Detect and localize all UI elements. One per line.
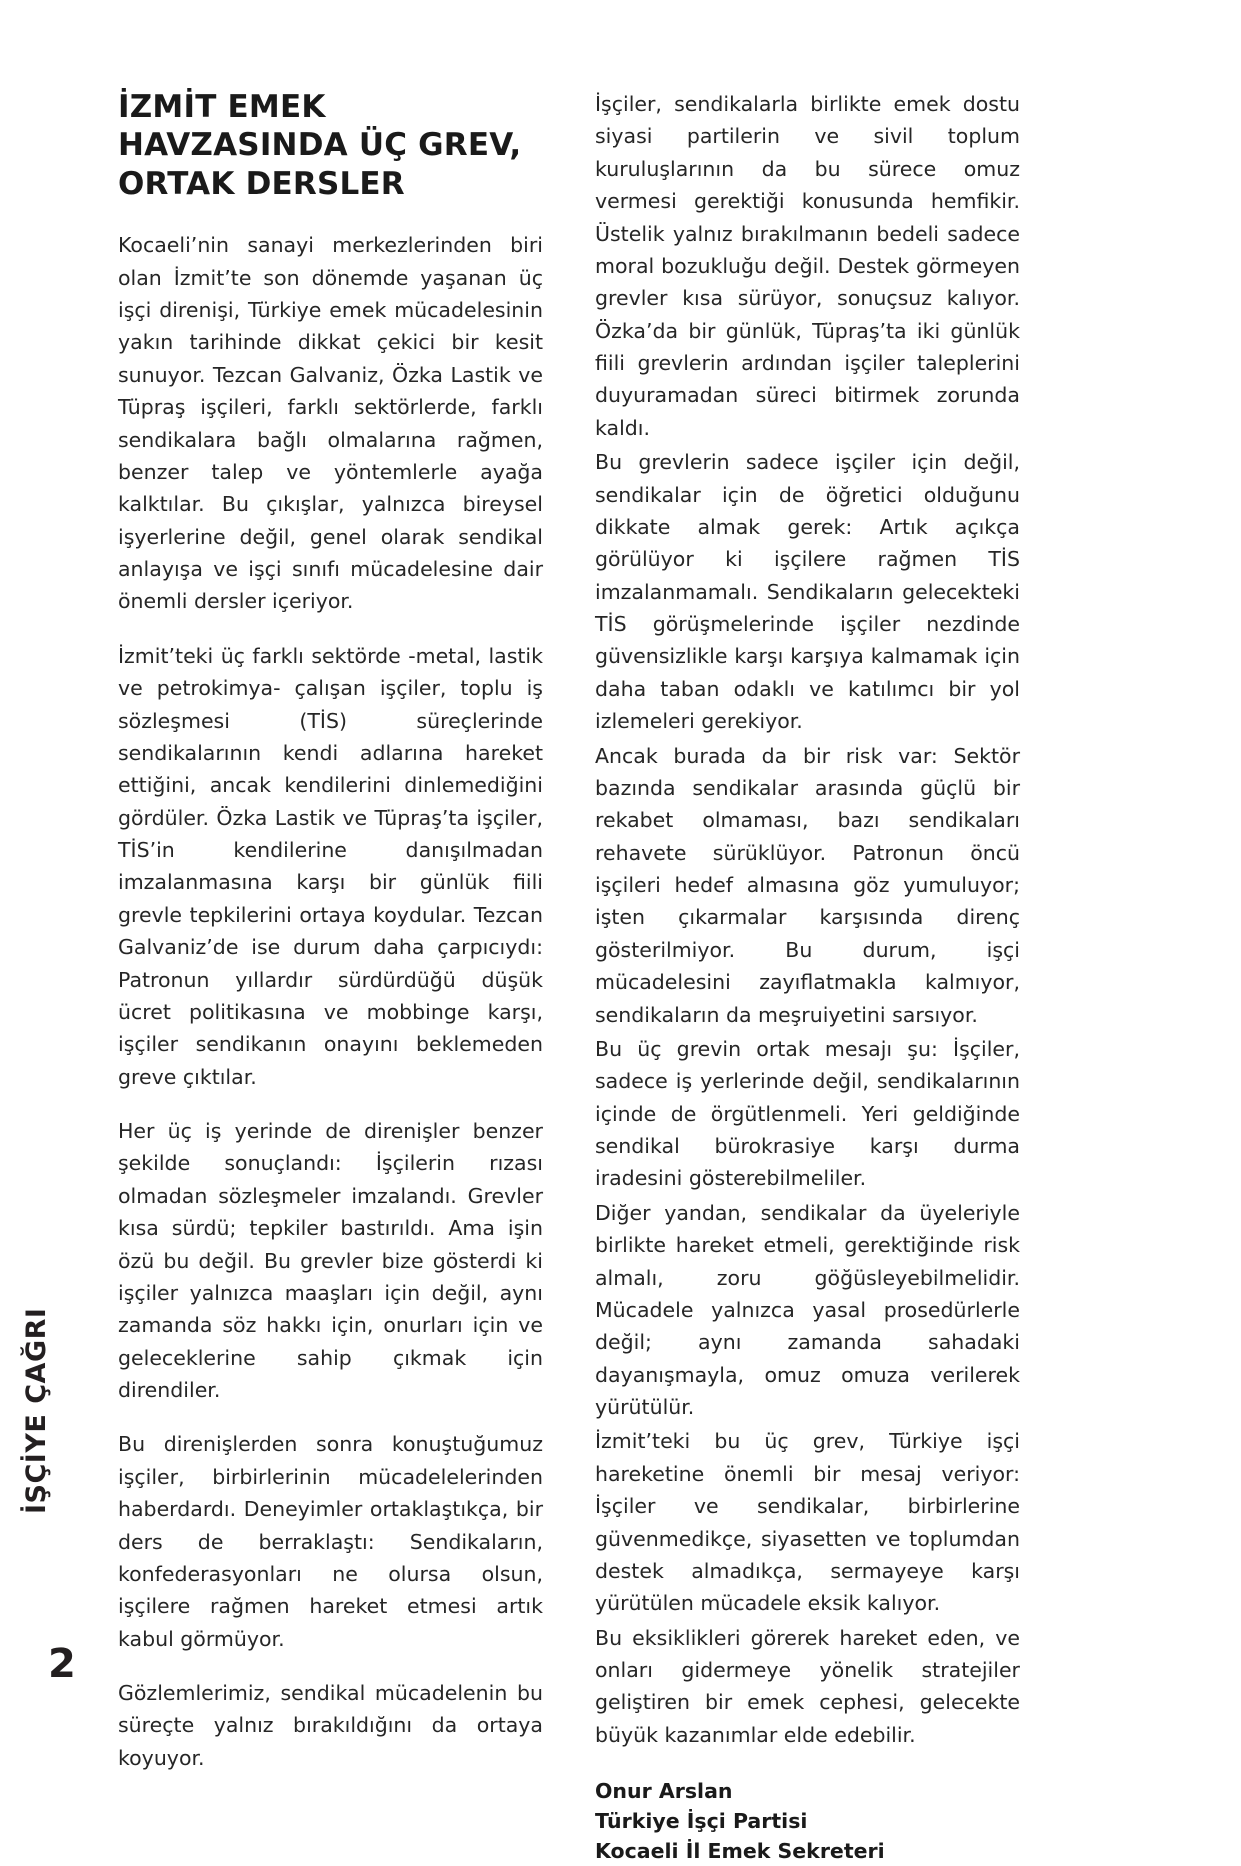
- paragraph: Ancak burada da bir risk var: Sektör bazında sendikalar arasında güçlü bir rekabet olmaması, bazı sendikaları rehavete sürüklüyor. Patronun öncü işçileri hedef almasına göz yumuluyor; işten çıkarmalar karşısında direnç gösterilmiyor. Bu durum, işçi mücadelesini zayıflatmakla kalmıyor, sendikaların da meşruiyetini sarsıyor.: [595, 743, 1020, 1027]
- paragraph: Bu eksiklikleri görerek hareket eden, ve onları gidermeye yönelik stratejiler geliştiren bir emek cephesi, gelecekte büyük kazanımlar elde edebilir.: [595, 1625, 1020, 1747]
- paragraph: İzmit’teki üç farklı sektörde -metal, lastik ve petrokimya- çalışan işçiler, toplu iş sözleşmesi (TİS) süreçlerinde sendikalarının kendi adlarına hareket ettiğini, ancak kendilerini dinlemediğini gördüler. Özka Lastik ve Tüpraş’ta işçiler, TİS’in kendilerine danışılmadan imzalanmasına karşı bir günlük fiili grevle tepkilerini ortaya koydular. Tezcan Galvaniz’de ise durum daha çarpıcıydı: Patronun yıllardır sürdürdüğü düşük ücret politikasına ve mobbinge karşı, işçiler sendikanın onayını beklemeden greve çıktılar.: [118, 643, 543, 1089]
- right-column: [595, 88, 1020, 1866]
- paragraph: Bu direnişlerden sonra konuştuğumuz işçiler, birbirlerinin mücadelelerinden haberdardı. Deneyimler ortaklaştıkça, bir ders de berraklaştı: Sendikaların, konfederasyonları ne olursa olsun, işçilere rağmen hareket etmesi artık kabul görmüyor.: [118, 1432, 543, 1651]
- article-content: [118, 88, 1140, 1866]
- paragraph: Her üç iş yerinde de direnişler benzer şekilde sonuçlandı: İşçilerin rızası olmadan sözleşmeler imzalandı. Grevler kısa sürdü; tepkiler bastırıldı. Ama işin özü bu değil. Bu grevler bize gösterdi ki işçiler yalnızca maaşları için değil, aynı zamanda söz hakkı için, onurları için ve geleceklerine sahip çıkmak için direndiler.: [118, 1119, 543, 1403]
- left-column: [118, 88, 543, 1866]
- paragraph: İşçiler, sendikalarla birlikte emek dostu siyasi partilerin ve sivil toplum kuruluşlarının da bu sürece omuz vermesi gerektiği konusunda hemfikir. Üstelik yalnız bırakılmanın bedeli sadece moral bozukluğu değil. Destek görmeyen grevler kısa sürüyor, sonuçsuz kalıyor. Özka’da bir günlük, Tüpraş’ta iki günlük fiili grevlerin ardından işçiler taleplerini duyuramadan süreci bitirmek zorunda kaldı.: [595, 92, 1020, 440]
- paragraph: Bu grevlerin sadece işçiler için değil, sendikalar için de öğretici olduğunu dikkate almak gerek: Artık açıkça görülüyor ki işçilere rağmen TİS imzalanmamalı. Sendikaların gelecekteki TİS görüşmelerinde işçiler nezdinde güvensizlikle karşı karşıya kalmamak için daha taban odaklı ve katılımcı bir yol izlemeleri gerekiyor.: [595, 450, 1020, 734]
- paragraph: Gözlemlerimiz, sendikal mücadelenin bu süreçte yalnız bırakıldığını da ortaya koyuyor.: [118, 1681, 543, 1770]
- paragraph: Kocaeli’nin sanayi merkezlerinden biri olan İzmit’te son dönemde yaşanan üç işçi direnişi, Türkiye emek mücadelesinin yakın tarihinde dikkat çekici bir kesit sunuyor. Tezcan Galvaniz, Özka Lastik ve Tüpraş işçileri, farklı sektörlerde, farklı sendikalara bağlı olmalarına rağmen, benzer talep ve yöntemlerle ayağa kalktılar. Bu çıkışlar, yalnızca bireysel işyerlerine değil, genel olarak sendikal anlayışa ve işçi sınıfı mücadelesine dair önemli dersler içeriyor.: [118, 233, 543, 614]
- author-party: Türkiye İşçi Partisi: [595, 1808, 808, 1833]
- paragraph: Bu üç grevin ortak mesajı şu: İşçiler, sadece iş yerlerinde değil, sendikalarının içinde de örgütlenmeli. Yeri geldiğinde sendikal bürokrasiye karşı durma iradesini gösterebilmeliler.: [595, 1036, 1020, 1191]
- paragraph: Diğer yandan, sendikalar da üyeleriyle birlikte hareket etmeli, gerektiğinde risk almalı, zoru göğüsleyebilmelidir. Mücadele yalnızca yasal prosedürlerle değil; aynı zamanda sahadaki dayanışmayla, omuz omuza verilerek yürütülür.: [595, 1200, 1020, 1419]
- vertical-section-label: [21, 1254, 92, 1514]
- page-number: 2: [48, 1641, 76, 1687]
- vertical-section-label-text: İŞÇİYE ÇAĞRI: [21, 1307, 52, 1514]
- author-title: Kocaeli İl Emek Sekreteri: [595, 1838, 885, 1863]
- author-signature: [595, 1777, 1020, 1866]
- paragraph: İzmit’teki bu üç grev, Türkiye işçi hareketine önemli bir mesaj veriyor: İşçiler ve sendikalar, birbirlerine güvenmedikçe, siyasetten ve toplumdan destek almadıkça, sermayeye karşı yürütülen mücadele eksik kalıyor.: [595, 1429, 1020, 1616]
- page-title: İZMİT EMEK HAVZASINDA ÜÇ GREV, ORTAK DERSLER: [118, 89, 522, 202]
- author-name: Onur Arslan: [595, 1779, 733, 1804]
